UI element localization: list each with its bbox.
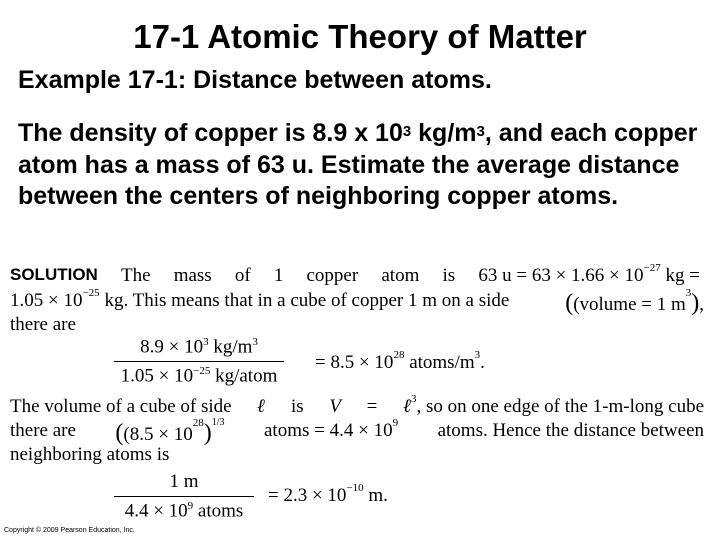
- volume-note: ((volume = 1 $m^3$),: [565, 287, 704, 316]
- fraction-numerator: $8.9 \times 10^3$ $kg/m^3$: [140, 336, 258, 358]
- sol-word: mass: [173, 265, 212, 286]
- density-exponent: 3: [402, 123, 412, 140]
- fraction-bar: [114, 361, 284, 362]
- distance-fraction: [114, 471, 254, 522]
- fraction-bar: [114, 496, 254, 497]
- distance-result: = $2.3 \times 10^{-10}$ m.: [268, 482, 388, 506]
- fraction-denominator: $4.4 \times 10^9$ atoms: [124, 500, 244, 522]
- solution-label: SOLUTION: [10, 265, 98, 284]
- fraction-denominator: $1.05 \times 10^{-25}$ kg/atom: [120, 365, 278, 387]
- solution-line-1: [10, 262, 700, 287]
- sol-word: is: [442, 265, 456, 286]
- atoms-per-edge: atoms = $4.4 \times 10^9$: [264, 417, 399, 441]
- sol-word: copper: [306, 265, 359, 286]
- fraction-numerator: 1 m: [169, 471, 199, 492]
- solution-line-2: [10, 287, 704, 317]
- solution-line-4: The volume of a cube of side ℓ is V = ℓ$^3$, so on one edge of the 1-m-long cube: [10, 393, 704, 417]
- mass-kg: $1.05 \times 10^{-25}$ kg. This means that in a cube of copper 1 m on a side: [10, 287, 510, 311]
- problem-text-2: , and each copper atom has a mass of 63 u. Estimate the average distance between the centers of neighboring copper atoms.: [18, 119, 698, 210]
- solution-line-6: neighboring atoms is: [10, 444, 170, 465]
- problem-text-1: The density of copper is 8.9 x 10: [18, 119, 403, 147]
- mass-equation: 63 $u = 63 \times 1.66 \times 10^{-27}$ kg =: [478, 262, 700, 286]
- sol-word: 1: [273, 265, 284, 286]
- atoms-per-m3-result: = $8.5 \times 10^{28}$ atoms/$m^3$.: [315, 349, 485, 373]
- atoms-per-m3-fraction: [114, 336, 284, 388]
- problem-statement: [18, 118, 708, 213]
- copyright-notice: Copyright © 2009 Pearson Education, Inc.: [4, 527, 135, 534]
- sol-word: of: [234, 265, 251, 286]
- sol-word: atom: [381, 265, 420, 286]
- problem-units: kg/m: [411, 119, 477, 147]
- cube-root-expression: ($(8.5 \times 10^{28})^{1/3}$: [115, 417, 225, 446]
- example-heading: Example 17-1: Distance between atoms.: [18, 66, 492, 94]
- units-exponent: 3: [476, 123, 485, 140]
- solution-line-3: there are: [10, 314, 76, 335]
- solution-line-5: there are ($(8.5 \times 10^{28})^{1/3}$ atoms = $4.4 \times 10^9$ atoms. Hence the distance between: [10, 417, 704, 446]
- sol-word: The: [121, 265, 151, 286]
- slide-title: 17-1 Atomic Theory of Matter: [133, 18, 587, 55]
